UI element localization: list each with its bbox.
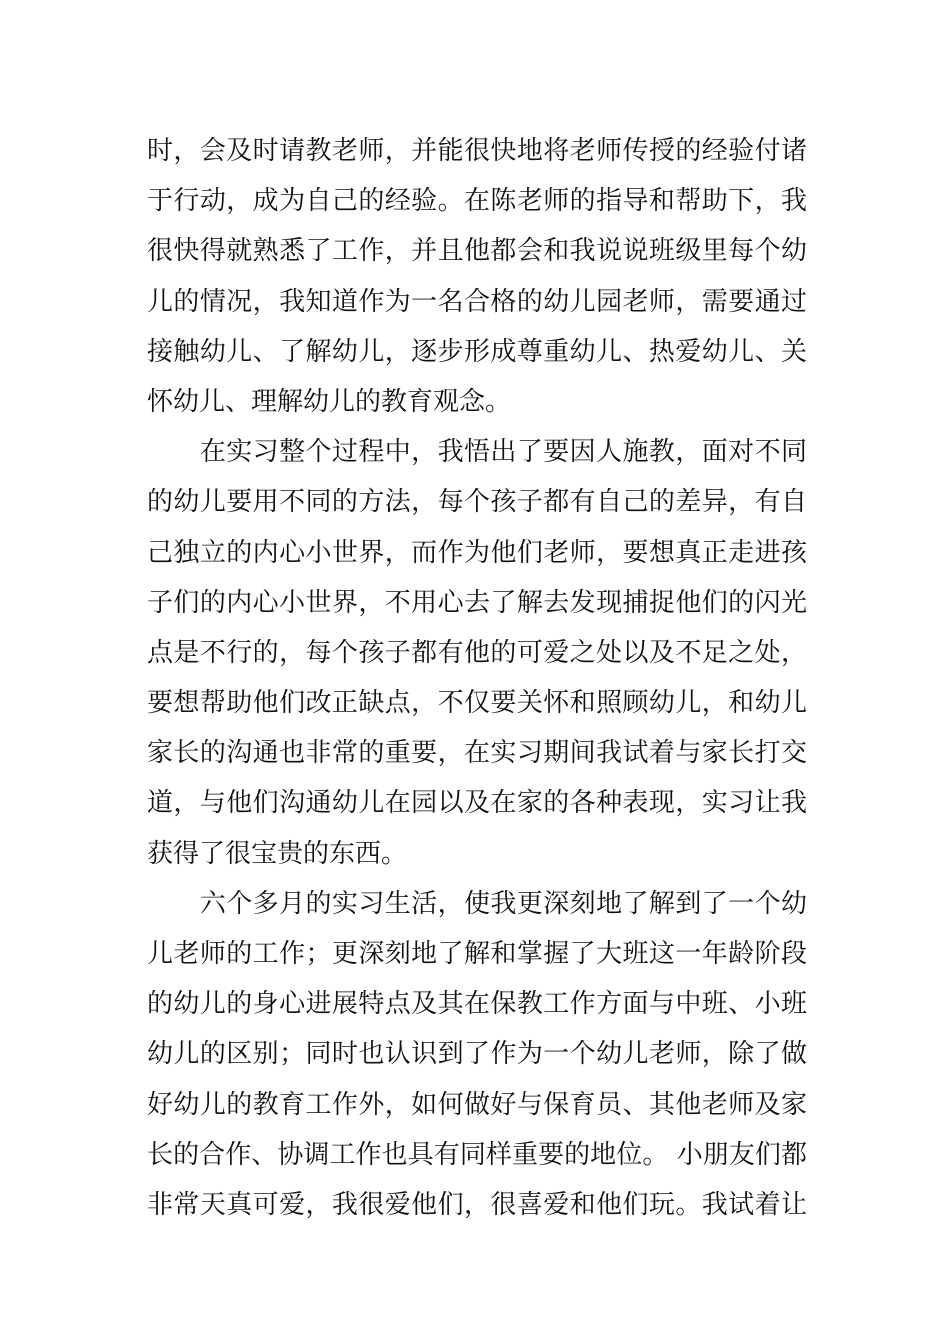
text-line: 的幼儿的身心进展特点及其在保教工作方面与中班、小班 — [147, 989, 807, 1020]
text-line: 子们的内心小世界，不用心去了解去发现捕捉他们的闪光 — [147, 587, 807, 618]
text-line: 六个多月的实习生活，使我更深刻地了解到了一个幼 — [147, 888, 807, 919]
text-line: 非常天真可爱，我很爱他们，很喜爱和他们玩。我试着让 — [147, 1189, 807, 1220]
text-line: 时，会及时请教老师，并能很快地将老师传授的经验付诸 — [147, 136, 807, 166]
text-line: 的幼儿要用不同的方法，每个孩子都有自己的差异，有自 — [147, 487, 807, 518]
text-line: 长的合作、协调工作也具有同样重要的地位。 小朋友们都 — [147, 1139, 807, 1170]
text-line: 很快得就熟悉了工作，并且他都会和我说说班级里每个幼 — [147, 236, 807, 267]
text-line: 道，与他们沟通幼儿在园以及在家的各种表现，实习让我 — [147, 788, 807, 819]
text-line: 家长的沟通也非常的重要，在实习期间我试着与家长打交 — [147, 738, 807, 769]
text-line: 幼儿的区别；同时也认识到了作为一个幼儿老师，除了做 — [147, 1039, 807, 1070]
text-line: 接触幼儿、了解幼儿，逐步形成尊重幼儿、热爱幼儿、关 — [147, 336, 807, 367]
text-line: 在实习整个过程中，我悟出了要因人施教，面对不同 — [147, 437, 807, 468]
text-line: 要想帮助他们改正缺点，不仅要关怀和照顾幼儿，和幼儿 — [147, 688, 807, 719]
text-line: 儿老师的工作；更深刻地了解和掌握了大班这一年龄阶段 — [147, 939, 807, 969]
text-line: 怀幼儿、理解幼儿的教育观念。 — [147, 386, 512, 417]
document-body-text — [147, 126, 807, 1230]
text-line: 好幼儿的教育工作外，如何做好与保育员、其他老师及家 — [147, 1089, 807, 1120]
text-line: 儿的情况，我知道作为一名合格的幼儿园老师，需要通过 — [147, 286, 807, 317]
text-line: 获得了很宝贵的东西。 — [147, 838, 408, 869]
text-line: 于行动，成为自己的经验。在陈老师的指导和帮助下，我 — [147, 186, 807, 217]
text-line: 己独立的内心小世界，而作为他们老师，要想真正走进孩 — [147, 537, 807, 568]
text-line: 点是不行的，每个孩子都有他的可爱之处以及不足之处， — [147, 637, 807, 668]
